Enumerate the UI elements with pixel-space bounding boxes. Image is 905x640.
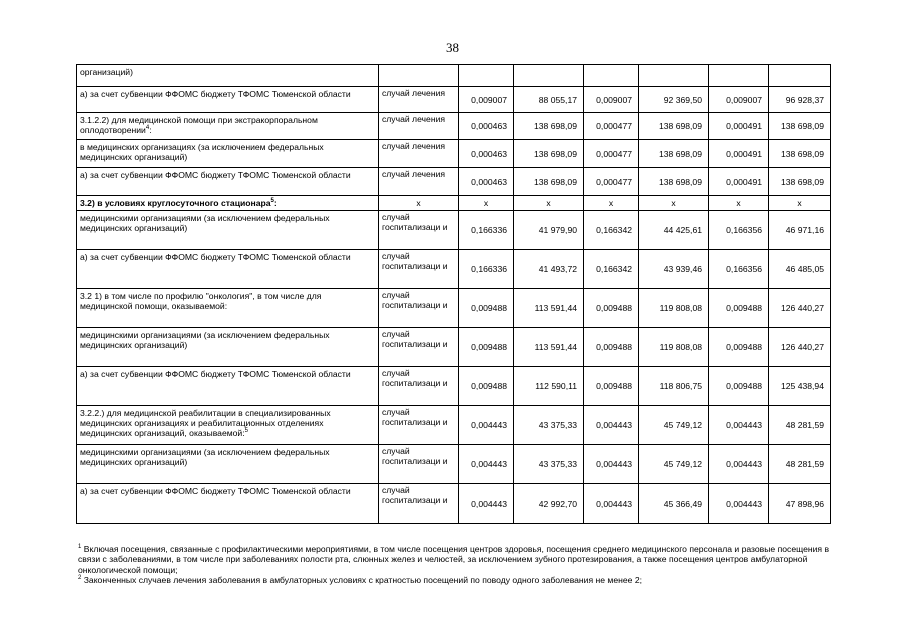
- row-value: 0,000491: [709, 113, 769, 140]
- row-value: 112 590,11: [514, 367, 584, 406]
- footnote-reference: 5: [270, 198, 274, 205]
- row-unit: [379, 65, 459, 87]
- row-value: [514, 65, 584, 87]
- row-description-text: а) за счет субвенции ФФОМС бюджету ТФОМС Тюменской области: [80, 486, 351, 496]
- table-row: [77, 113, 831, 140]
- row-value: 0,009488: [709, 328, 769, 367]
- row-value: 43 375,33: [514, 406, 584, 445]
- row-value: 0,166336: [459, 250, 514, 289]
- row-value: 138 698,09: [639, 140, 709, 168]
- row-description-text: 3.2) в условиях круглосуточного стационара: [80, 198, 271, 208]
- row-value: 43 375,33: [514, 445, 584, 484]
- row-unit: случай госпитализаци и: [379, 484, 459, 524]
- row-unit: случай госпитализаци и: [379, 289, 459, 328]
- row-unit: случай лечения: [379, 168, 459, 196]
- row-value: х: [584, 196, 639, 211]
- row-value: 0,009488: [584, 367, 639, 406]
- row-value: [769, 65, 831, 87]
- table-row: [77, 484, 831, 524]
- table-row: [77, 140, 831, 168]
- row-description-text: 3.2 1) в том числе по профилю "онкология", в том числе для медицинской помощи, оказываемой:: [80, 291, 322, 311]
- footnote-text: Законченных случаев лечения заболевания в амбулаторных условиях с кратностью посещений по поводу одного заболевания не менее 2;: [81, 574, 642, 585]
- row-value: х: [639, 196, 709, 211]
- row-description: [77, 250, 379, 289]
- table-body: [77, 65, 831, 524]
- row-value: 44 425,61: [639, 211, 709, 250]
- row-value: 138 698,09: [769, 168, 831, 196]
- row-value: 0,000477: [584, 168, 639, 196]
- row-value: 0,009007: [709, 87, 769, 113]
- row-description: [77, 406, 379, 445]
- row-value: 125 438,94: [769, 367, 831, 406]
- row-value: 0,009007: [584, 87, 639, 113]
- footnote-mark: 2: [78, 575, 82, 582]
- table-row: [77, 289, 831, 328]
- row-value: 0,000491: [709, 168, 769, 196]
- row-value: 126 440,27: [769, 328, 831, 367]
- row-description: [77, 65, 379, 87]
- row-unit: случай лечения: [379, 87, 459, 113]
- row-value: [584, 65, 639, 87]
- row-value: [459, 65, 514, 87]
- row-value: 0,004443: [459, 445, 514, 484]
- row-value: 0,009488: [459, 367, 514, 406]
- page-number: 38: [446, 40, 459, 55]
- row-value: 0,000463: [459, 140, 514, 168]
- row-value: 0,166342: [584, 211, 639, 250]
- row-value: 0,004443: [584, 484, 639, 524]
- footnote: [78, 575, 830, 585]
- row-unit: случай лечения: [379, 140, 459, 168]
- row-value: 118 806,75: [639, 367, 709, 406]
- row-description-text: а) за счет субвенции ФФОМС бюджету ТФОМС Тюменской области: [80, 170, 351, 180]
- row-value: 48 281,59: [769, 445, 831, 484]
- row-description: [77, 484, 379, 524]
- footnote-reference: 5: [244, 428, 248, 435]
- row-description-suffix: :: [149, 125, 152, 135]
- row-unit: случай госпитализаци и: [379, 211, 459, 250]
- row-value: 119 808,08: [639, 328, 709, 367]
- table-row: [77, 406, 831, 445]
- row-description: [77, 211, 379, 250]
- row-value: 0,009488: [709, 367, 769, 406]
- row-value: 119 808,08: [639, 289, 709, 328]
- row-value: 46 485,05: [769, 250, 831, 289]
- row-value: 47 898,96: [769, 484, 831, 524]
- row-value: 96 928,37: [769, 87, 831, 113]
- row-value: 113 591,44: [514, 328, 584, 367]
- row-value: х: [769, 196, 831, 211]
- row-description: [77, 87, 379, 113]
- row-value: 138 698,09: [639, 168, 709, 196]
- row-unit: случай госпитализаци и: [379, 367, 459, 406]
- table-row: [77, 211, 831, 250]
- row-description: [77, 168, 379, 196]
- row-value: 0,004443: [459, 406, 514, 445]
- row-description: [77, 196, 379, 211]
- row-unit: случай госпитализаци и: [379, 406, 459, 445]
- footnote-mark: 1: [78, 544, 82, 551]
- footnote-text: Включая посещения, связанные с профилактическими мероприятиями, в том числе посещения центров здоровья, посещения среднего медицинского персонала и разовые посещения в связи с заболеваниями, в том числе при заболеваниях полости рта, слюнных желез и челюстей, за исключением зубного протезирования, а также посещения центров амбулаторной онкологической помощи;: [78, 544, 830, 575]
- table-row: [77, 196, 831, 211]
- row-value: 0,166356: [709, 211, 769, 250]
- row-value: 45 366,49: [639, 484, 709, 524]
- row-value: 0,000463: [459, 113, 514, 140]
- row-value: 138 698,09: [514, 140, 584, 168]
- row-value: 45 749,12: [639, 445, 709, 484]
- row-value: 0,004443: [709, 484, 769, 524]
- row-value: 0,004443: [584, 406, 639, 445]
- row-value: 0,000477: [584, 113, 639, 140]
- row-unit: случай лечения: [379, 113, 459, 140]
- row-description: [77, 367, 379, 406]
- row-value: 0,004443: [709, 406, 769, 445]
- row-value: 0,000477: [584, 140, 639, 168]
- row-unit: х: [379, 196, 459, 211]
- footnotes: [78, 544, 830, 585]
- row-description: [77, 113, 379, 140]
- row-description-text: медицинскими организациями (за исключением федеральных медицинских организаций): [80, 330, 330, 350]
- row-value: 45 749,12: [639, 406, 709, 445]
- row-description: [77, 140, 379, 168]
- row-unit: случай госпитализаци и: [379, 445, 459, 484]
- row-value: 92 369,50: [639, 87, 709, 113]
- row-description: [77, 445, 379, 484]
- row-value: 0,004443: [709, 445, 769, 484]
- footnote-reference: 4: [145, 125, 150, 132]
- row-value: 0,000491: [709, 140, 769, 168]
- row-value: [709, 65, 769, 87]
- row-description: [77, 289, 379, 328]
- table-row: [77, 328, 831, 367]
- row-value: 0,166336: [459, 211, 514, 250]
- row-value: 0,004443: [584, 445, 639, 484]
- row-value: 88 055,17: [514, 87, 584, 113]
- row-value: 138 698,09: [769, 113, 831, 140]
- row-value: 0,009488: [584, 328, 639, 367]
- row-description-text: а) за счет субвенции ФФОМС бюджету ТФОМС Тюменской области: [80, 369, 351, 379]
- table-row: [77, 87, 831, 113]
- row-value: 138 698,09: [514, 113, 584, 140]
- table-row: [77, 445, 831, 484]
- table-row: [77, 168, 831, 196]
- row-value: [639, 65, 709, 87]
- row-unit: случай госпитализаци и: [379, 328, 459, 367]
- row-value: 46 971,16: [769, 211, 831, 250]
- row-value: 138 698,09: [769, 140, 831, 168]
- row-description-text: а) за счет субвенции ФФОМС бюджету ТФОМС Тюменской области: [80, 89, 351, 99]
- table-row: [77, 367, 831, 406]
- row-value: 138 698,09: [514, 168, 584, 196]
- footnote: [78, 544, 830, 575]
- row-value: 0,166356: [709, 250, 769, 289]
- row-description-text: в медицинских организациях (за исключением федеральных медицинских организаций): [80, 142, 324, 162]
- row-value: 43 939,46: [639, 250, 709, 289]
- table-row: [77, 250, 831, 289]
- row-value: 0,000463: [459, 168, 514, 196]
- row-description-text: а) за счет субвенции ФФОМС бюджету ТФОМС Тюменской области: [80, 252, 351, 262]
- row-value: 42 992,70: [514, 484, 584, 524]
- row-value: х: [459, 196, 514, 211]
- row-value: 126 440,27: [769, 289, 831, 328]
- row-value: х: [514, 196, 584, 211]
- row-value: 0,009488: [459, 328, 514, 367]
- row-value: х: [709, 196, 769, 211]
- row-value: 48 281,59: [769, 406, 831, 445]
- row-description-text: медицинскими организациями (за исключением федеральных медицинских организаций): [80, 213, 330, 233]
- row-value: 0,009488: [584, 289, 639, 328]
- standards-table: [76, 64, 831, 524]
- row-value: 113 591,44: [514, 289, 584, 328]
- row-description: [77, 328, 379, 367]
- row-value: 0,009488: [709, 289, 769, 328]
- row-value: 41 979,90: [514, 211, 584, 250]
- row-value: 0,009007: [459, 87, 514, 113]
- row-value: 0,009488: [459, 289, 514, 328]
- row-value: 138 698,09: [639, 113, 709, 140]
- row-description-suffix: :: [273, 198, 277, 208]
- row-description-text: 3.2.2.) для медицинской реабилитации в специализированных медицинских организациях и реабилитационных отделениях медицинских организаций, оказываемой:: [80, 408, 331, 438]
- row-description-text: 3.1.2.2) для медицинской помощи при экстракорпоральном оплодотворении: [80, 115, 318, 135]
- table-row: [77, 65, 831, 87]
- row-value: 0,166342: [584, 250, 639, 289]
- row-value: 0,004443: [459, 484, 514, 524]
- row-description-text: медицинскими организациями (за исключением федеральных медицинских организаций): [80, 447, 330, 467]
- row-unit: случай госпитализаци и: [379, 250, 459, 289]
- row-value: 41 493,72: [514, 250, 584, 289]
- row-description-text: организаций): [80, 67, 133, 77]
